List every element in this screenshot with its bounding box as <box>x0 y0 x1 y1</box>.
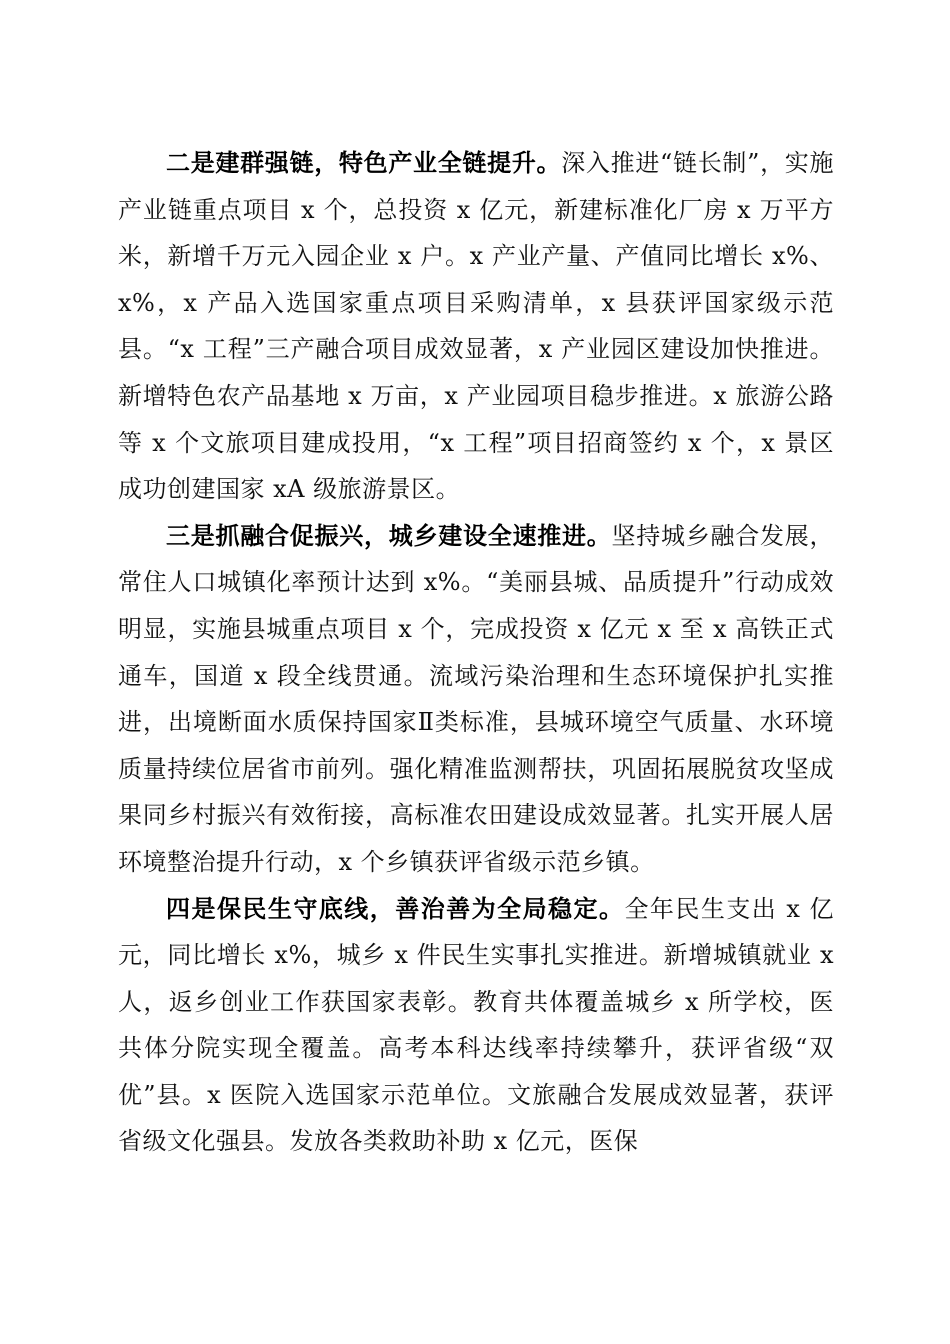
paragraph-text: 全年民生支出 x 亿元，同比增长 x%，城乡 x 件民生实事扎实推进。新增城镇就业 x 人，返乡创业工作获国家表彰。教育共体覆盖城乡 x 所学校，医共体分院实现全覆盖。高考本科达线率持续攀升，获评省级“双优”县。x 医院入选国家示范单位。文旅融合发展成效显著，获评省级文化强县。发放各类救助补助 x 亿元，医保 <box>118 894 835 1156</box>
paragraph-heading: 二是建群强链，特色产业全链提升。 <box>166 148 562 177</box>
paragraph-urban-rural <box>118 513 834 886</box>
paragraph-text: 深入推进“链长制”，实施产业链重点项目 x 个，总投资 x 亿元，新建标准化厂房 x 万平方米，新增千万元入园企业 x 户。x 产业产量、产值同比增长 x%、x%，x 产品入选国家重点项目采购清单，x 县获评国家级示范县。“x 工程”三产融合项目成效显著，x 产业园区建设加快推进。新增特色农产品基地 x 万亩，x 产业园项目稳步推进。x 旅游公路等 x 个文旅项目建成投用，“x 工程”项目招商签约 x 个，x 景区成功创建国家 xA 级旅游景区。 <box>118 149 834 504</box>
document-body <box>118 140 834 1165</box>
paragraph-heading: 四是保民生守底线，善治善为全局稳定。 <box>166 893 625 923</box>
paragraph-text: 坚持城乡融合发展，常住人口城镇化率预计达到 x%。“美丽县城、品质提升”行动成效明显，实施县城重点项目 x 个，完成投资 x 亿元 x 至 x 高铁正式通车，国道 x 段全线贯通。流域污染治理和生态环境保护扎实推进，出境断面水质保持国家Ⅱ类标准，县城环境空气质量、水环境质量持续位居省市前列。强化精准监测帮扶，巩固拓展脱贫攻坚成果同乡村振兴有效衔接，高标准农田建设成效显著。扎实开展人居环境整治提升行动，x 个乡镇获评省级示范乡镇。 <box>118 521 834 876</box>
paragraph-livelihood <box>118 886 834 1166</box>
paragraph-heading: 三是抓融合促振兴，城乡建设全速推进。 <box>166 520 612 550</box>
paragraph-industry-chain <box>118 140 834 513</box>
